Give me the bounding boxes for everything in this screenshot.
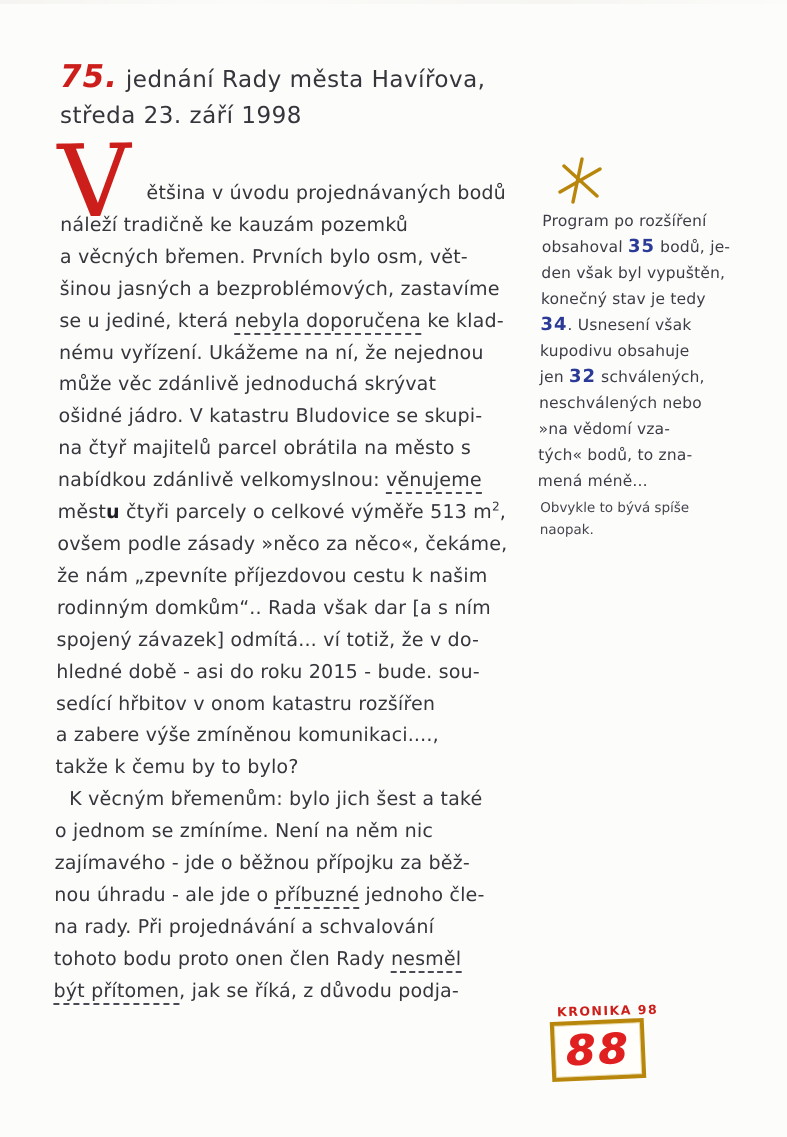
text-run: tých« bodů, to zna-: [538, 446, 693, 464]
note-line: [540, 312, 755, 338]
text-run: mená méně...: [537, 472, 648, 490]
text-run: nou úhradu - ale jde o: [54, 883, 275, 906]
underlined-text: nesměl: [391, 948, 462, 973]
margin-note-postscript: [540, 497, 756, 541]
text-run: a věcných břemen. Prvních bylo osm, vět-: [59, 245, 468, 268]
body-text: [53, 178, 552, 1008]
page-number: 88: [564, 1023, 632, 1076]
text-run: , jak se říká, z důvodu podja-: [179, 979, 460, 1002]
text-line: [57, 561, 549, 593]
text-run: naopak.: [539, 522, 594, 538]
note-line: [541, 260, 756, 286]
note-line: [541, 286, 756, 312]
text-line: [54, 880, 546, 912]
text-run: K věcným břemenům: bylo jich šest a také: [69, 788, 483, 811]
text-line: [58, 497, 550, 529]
text-run: nabídkou zdánlivě velkomyslnou:: [57, 469, 387, 492]
text-line: [54, 944, 546, 976]
count-number: 34: [540, 314, 568, 335]
margin-note-text: [538, 208, 758, 494]
text-run: sedící hřbitov v onom katastru rozšířen: [55, 692, 436, 715]
text-run: konečný stav je tedy: [540, 290, 706, 308]
text-line: [58, 465, 550, 497]
text-run: Program po rozšíření: [542, 212, 707, 230]
note-line: [540, 519, 755, 541]
text-line: [55, 816, 547, 848]
note-line: [538, 416, 753, 442]
text-run: kupodivu obsahuje: [539, 342, 690, 360]
count-number: 35: [627, 236, 656, 257]
text-run: že nám „zpevníte příjezdovou cestu k našim: [57, 564, 488, 587]
text-run: obsahoval: [541, 238, 629, 256]
text-run: a zabere výše zmíněnou komunikaci....,: [55, 724, 440, 747]
underlined-text: věnujeme: [386, 469, 482, 494]
meeting-number: 75.: [60, 59, 118, 95]
text-run: den však byl vypuštěn,: [541, 264, 726, 282]
heading-date: středa 23. září 1998: [60, 103, 302, 129]
text-run: ětšina v úvodu projednávaných bodů: [146, 182, 507, 204]
heading-title: jednání Rady města Havířova,: [125, 67, 486, 93]
text-line: [53, 976, 545, 1008]
text-line: [60, 274, 552, 306]
text-line: [54, 912, 546, 944]
text-line: [56, 689, 548, 721]
text-run: zajímavého - jde o běžnou přípojku za běž-: [54, 852, 471, 875]
text-line: [57, 529, 549, 561]
text-run: nému vyřízení. Ukážeme na ní, že nejednou: [59, 341, 484, 364]
text-run: ,: [499, 501, 507, 524]
text-line: [56, 625, 548, 657]
text-run: ošidné jádro. V katastru Bludovice se skupi-: [58, 405, 483, 428]
note-line: [540, 497, 755, 519]
text-line: [55, 752, 547, 784]
text-run: o jednom se zmíníme. Není na něm nic: [54, 820, 434, 843]
note-line: [539, 364, 754, 390]
page-number-box: [550, 1018, 647, 1082]
text-run: tohoto bodu proto onen člen Rady: [53, 947, 392, 970]
text-run: čtyři parcely o celkové výměře 513 m: [119, 501, 493, 524]
text-run: může věc zdánlivě jednoduchá skrývat: [58, 373, 437, 396]
text-run: ke klad-: [420, 309, 504, 332]
text-run: náleží tradičně ke kauzám pozemků: [60, 213, 409, 236]
text-run: na čtyř majitelů parcel obrátila na město s: [58, 437, 472, 460]
count-number: 32: [568, 366, 597, 387]
underlined-text: příbuzné: [275, 884, 360, 909]
text-run: měst: [57, 501, 107, 524]
corrected-letter: u: [105, 501, 120, 524]
text-run: na rady. Při projednávání a schvalování: [53, 915, 435, 938]
note-line: [542, 208, 757, 234]
note-line: [542, 234, 757, 260]
text-run: se u jediné, která: [59, 309, 235, 332]
text-line: [56, 657, 548, 689]
text-line: [59, 306, 551, 338]
star-icon: [556, 156, 604, 206]
chronicle-label: KRONIKA 98: [556, 1001, 659, 1020]
text-line: [60, 178, 552, 210]
text-run: »na vědomí vza-: [538, 420, 671, 438]
text-line: [58, 401, 550, 433]
text-run: hledné době - asi do roku 2015 - bude. sou-: [56, 660, 480, 683]
text-line: [60, 210, 552, 242]
text-run: ovšem podle zásady »něco za něco«, čekáme,: [57, 532, 508, 555]
heading-line-1: [60, 60, 486, 99]
note-line: [539, 390, 754, 416]
text-run: spojený závazek] odmítá... ví totiž, že v do-: [56, 628, 480, 651]
underlined-text: nebyla doporučena: [235, 310, 422, 335]
underlined-text: být přítomen: [53, 980, 179, 1005]
superscript: 2: [491, 499, 500, 514]
text-run: bodů, je-: [654, 238, 731, 256]
text-line: [59, 369, 551, 401]
text-line: [54, 848, 546, 880]
note-line: [540, 338, 755, 364]
text-run: šinou jasných a bezproblémových, zastavíme: [59, 277, 500, 300]
text-run: takže k čemu by to bylo?: [55, 756, 299, 779]
note-line: [538, 468, 753, 494]
text-line: [60, 242, 552, 274]
margin-note: [537, 156, 755, 541]
drop-cap-initial: V: [56, 122, 132, 241]
text-run: Obvykle to bývá spíše: [540, 500, 690, 516]
text-line: [57, 593, 549, 625]
text-line: [56, 720, 548, 752]
text-run: schválených,: [595, 368, 705, 386]
text-line: [58, 433, 550, 465]
text-run: jen: [539, 368, 570, 386]
text-run: rodinným domkům“.. Rada však dar [a s ním: [56, 596, 491, 619]
note-line: [538, 442, 753, 468]
text-line: [55, 784, 547, 816]
text-line: [59, 338, 551, 370]
text-run: . Usnesení však: [567, 316, 692, 334]
text-run: neschválených nebo: [538, 394, 703, 412]
text-run: jednoho čle-: [359, 883, 485, 906]
